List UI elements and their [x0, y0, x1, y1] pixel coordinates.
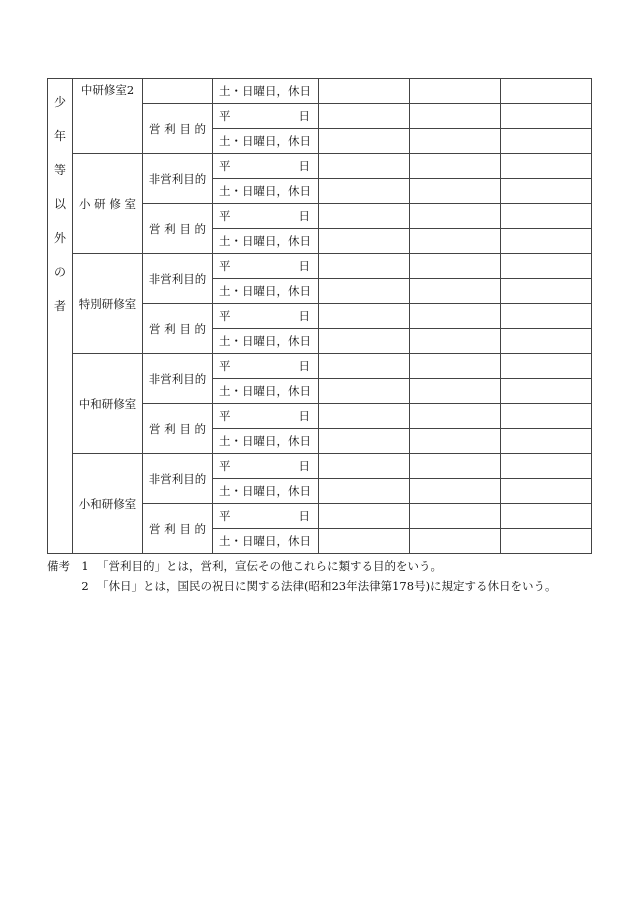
day-cell: 土・日曜日，休日: [213, 129, 319, 154]
fee-cell: [410, 204, 501, 229]
day-cell: 土・日曜日，休日: [213, 279, 319, 304]
room-cell: 特別研修室: [73, 254, 143, 354]
fee-cell: [501, 454, 592, 479]
weekday-label: 平: [219, 459, 231, 473]
weekday-label: 平: [219, 109, 231, 123]
day-cell: 土・日曜日，休日: [213, 229, 319, 254]
fee-cell: [319, 379, 410, 404]
note-number: 1: [81, 559, 89, 573]
room-cell: 小和研修室: [73, 454, 143, 554]
purpose-cell: 非営利目的: [143, 154, 213, 204]
fee-cell: [410, 429, 501, 454]
day-cell: 土・日曜日，休日: [213, 79, 319, 104]
fee-cell: [410, 504, 501, 529]
fee-cell: [410, 404, 501, 429]
fee-cell: [501, 354, 592, 379]
day-cell: 土・日曜日，休日: [213, 479, 319, 504]
fee-cell: [319, 279, 410, 304]
fee-cell: [319, 454, 410, 479]
fee-cell: [501, 254, 592, 279]
purpose-cell: 営 利 目 的: [143, 404, 213, 454]
weekday-label: 平: [219, 509, 231, 523]
table-row: [48, 154, 592, 179]
room-cell: 小 研 修 室: [73, 154, 143, 254]
purpose-cell: 営 利 目 的: [143, 304, 213, 354]
fee-cell: [410, 129, 501, 154]
fee-cell: [319, 179, 410, 204]
purpose-cell: 非営利目的: [143, 454, 213, 504]
fee-cell: [501, 154, 592, 179]
fee-cell: [410, 279, 501, 304]
weekday-label: 平: [219, 209, 231, 223]
day-cell: 土・日曜日，休日: [213, 429, 319, 454]
fee-cell: [410, 304, 501, 329]
note-item: [47, 556, 607, 576]
note-text: 「営利目的」とは，営利，宣伝その他これらに類する目的をいう。: [97, 559, 442, 573]
room-cell: 中研修室2: [73, 79, 143, 154]
fee-cell: [410, 329, 501, 354]
fee-cell: [501, 179, 592, 204]
fee-cell: [501, 204, 592, 229]
fee-cell: [319, 79, 410, 104]
fee-cell: [319, 204, 410, 229]
room-cell: 中和研修室: [73, 354, 143, 454]
day-cell: [213, 204, 319, 229]
note-number: 2: [81, 579, 89, 593]
fee-cell: [501, 129, 592, 154]
fee-cell: [410, 454, 501, 479]
table-row: [48, 354, 592, 379]
purpose-cell: 営 利 目 的: [143, 204, 213, 254]
fee-cell: [319, 429, 410, 454]
weekday-label: 平: [219, 159, 231, 173]
fee-cell: [410, 254, 501, 279]
fee-cell: [501, 404, 592, 429]
fee-cell: [501, 229, 592, 254]
fee-cell: [410, 179, 501, 204]
weekday-label: 日: [298, 459, 310, 473]
weekday-label: 平: [219, 259, 231, 273]
day-cell: [213, 504, 319, 529]
fee-cell: [319, 529, 410, 554]
group-label-cell: [48, 79, 73, 554]
fee-cell: [501, 329, 592, 354]
fee-cell: [319, 504, 410, 529]
fee-cell: [410, 354, 501, 379]
fee-cell: [501, 79, 592, 104]
day-cell: 土・日曜日，休日: [213, 329, 319, 354]
day-cell: [213, 104, 319, 129]
fee-cell: [319, 129, 410, 154]
purpose-cell: 非営利目的: [143, 254, 213, 304]
fee-cell: [319, 229, 410, 254]
fee-cell: [319, 104, 410, 129]
fee-cell: [410, 379, 501, 404]
fee-cell: [319, 404, 410, 429]
fee-cell: [501, 279, 592, 304]
fee-cell: [501, 529, 592, 554]
note-item: [47, 576, 607, 596]
table-row: [48, 454, 592, 479]
day-cell: [213, 304, 319, 329]
weekday-label: 日: [298, 509, 310, 523]
fee-cell: [319, 254, 410, 279]
weekday-label: 日: [298, 209, 310, 223]
day-cell: [213, 354, 319, 379]
fee-table: [47, 78, 592, 554]
table-row: [48, 79, 592, 104]
day-cell: [213, 404, 319, 429]
fee-cell: [410, 479, 501, 504]
purpose-cell: [143, 79, 213, 104]
notes-label: 備考: [47, 559, 70, 573]
fee-cell: [319, 154, 410, 179]
fee-cell: [410, 229, 501, 254]
weekday-label: 平: [219, 409, 231, 423]
note-text: 「休日」とは，国民の祝日に関する法律(昭和23年法律第178号)に規定する休日をいう。: [97, 579, 557, 593]
fee-cell: [319, 304, 410, 329]
weekday-label: 平: [219, 359, 231, 373]
fee-cell: [410, 529, 501, 554]
weekday-label: 日: [298, 359, 310, 373]
day-cell: [213, 454, 319, 479]
table-row: [48, 254, 592, 279]
fee-cell: [410, 104, 501, 129]
fee-cell: [501, 429, 592, 454]
group-label: 少年等以外の者: [53, 95, 66, 313]
weekday-label: 日: [298, 309, 310, 323]
purpose-cell: 営 利 目 的: [143, 504, 213, 554]
purpose-cell: 非営利目的: [143, 354, 213, 404]
fee-cell: [501, 304, 592, 329]
fee-cell: [501, 104, 592, 129]
day-cell: [213, 254, 319, 279]
day-cell: [213, 154, 319, 179]
fee-cell: [319, 479, 410, 504]
weekday-label: 日: [298, 159, 310, 173]
fee-cell: [501, 504, 592, 529]
purpose-cell: 営 利 目 的: [143, 104, 213, 154]
day-cell: 土・日曜日，休日: [213, 179, 319, 204]
fee-cell: [410, 154, 501, 179]
weekday-label: 平: [219, 309, 231, 323]
notes-section: [47, 556, 607, 596]
weekday-label: 日: [298, 259, 310, 273]
fee-cell: [319, 329, 410, 354]
fee-cell: [410, 79, 501, 104]
fee-cell: [501, 479, 592, 504]
fee-cell: [319, 354, 410, 379]
fee-cell: [501, 379, 592, 404]
weekday-label: 日: [298, 109, 310, 123]
weekday-label: 日: [298, 409, 310, 423]
day-cell: 土・日曜日，休日: [213, 379, 319, 404]
day-cell: 土・日曜日，休日: [213, 529, 319, 554]
